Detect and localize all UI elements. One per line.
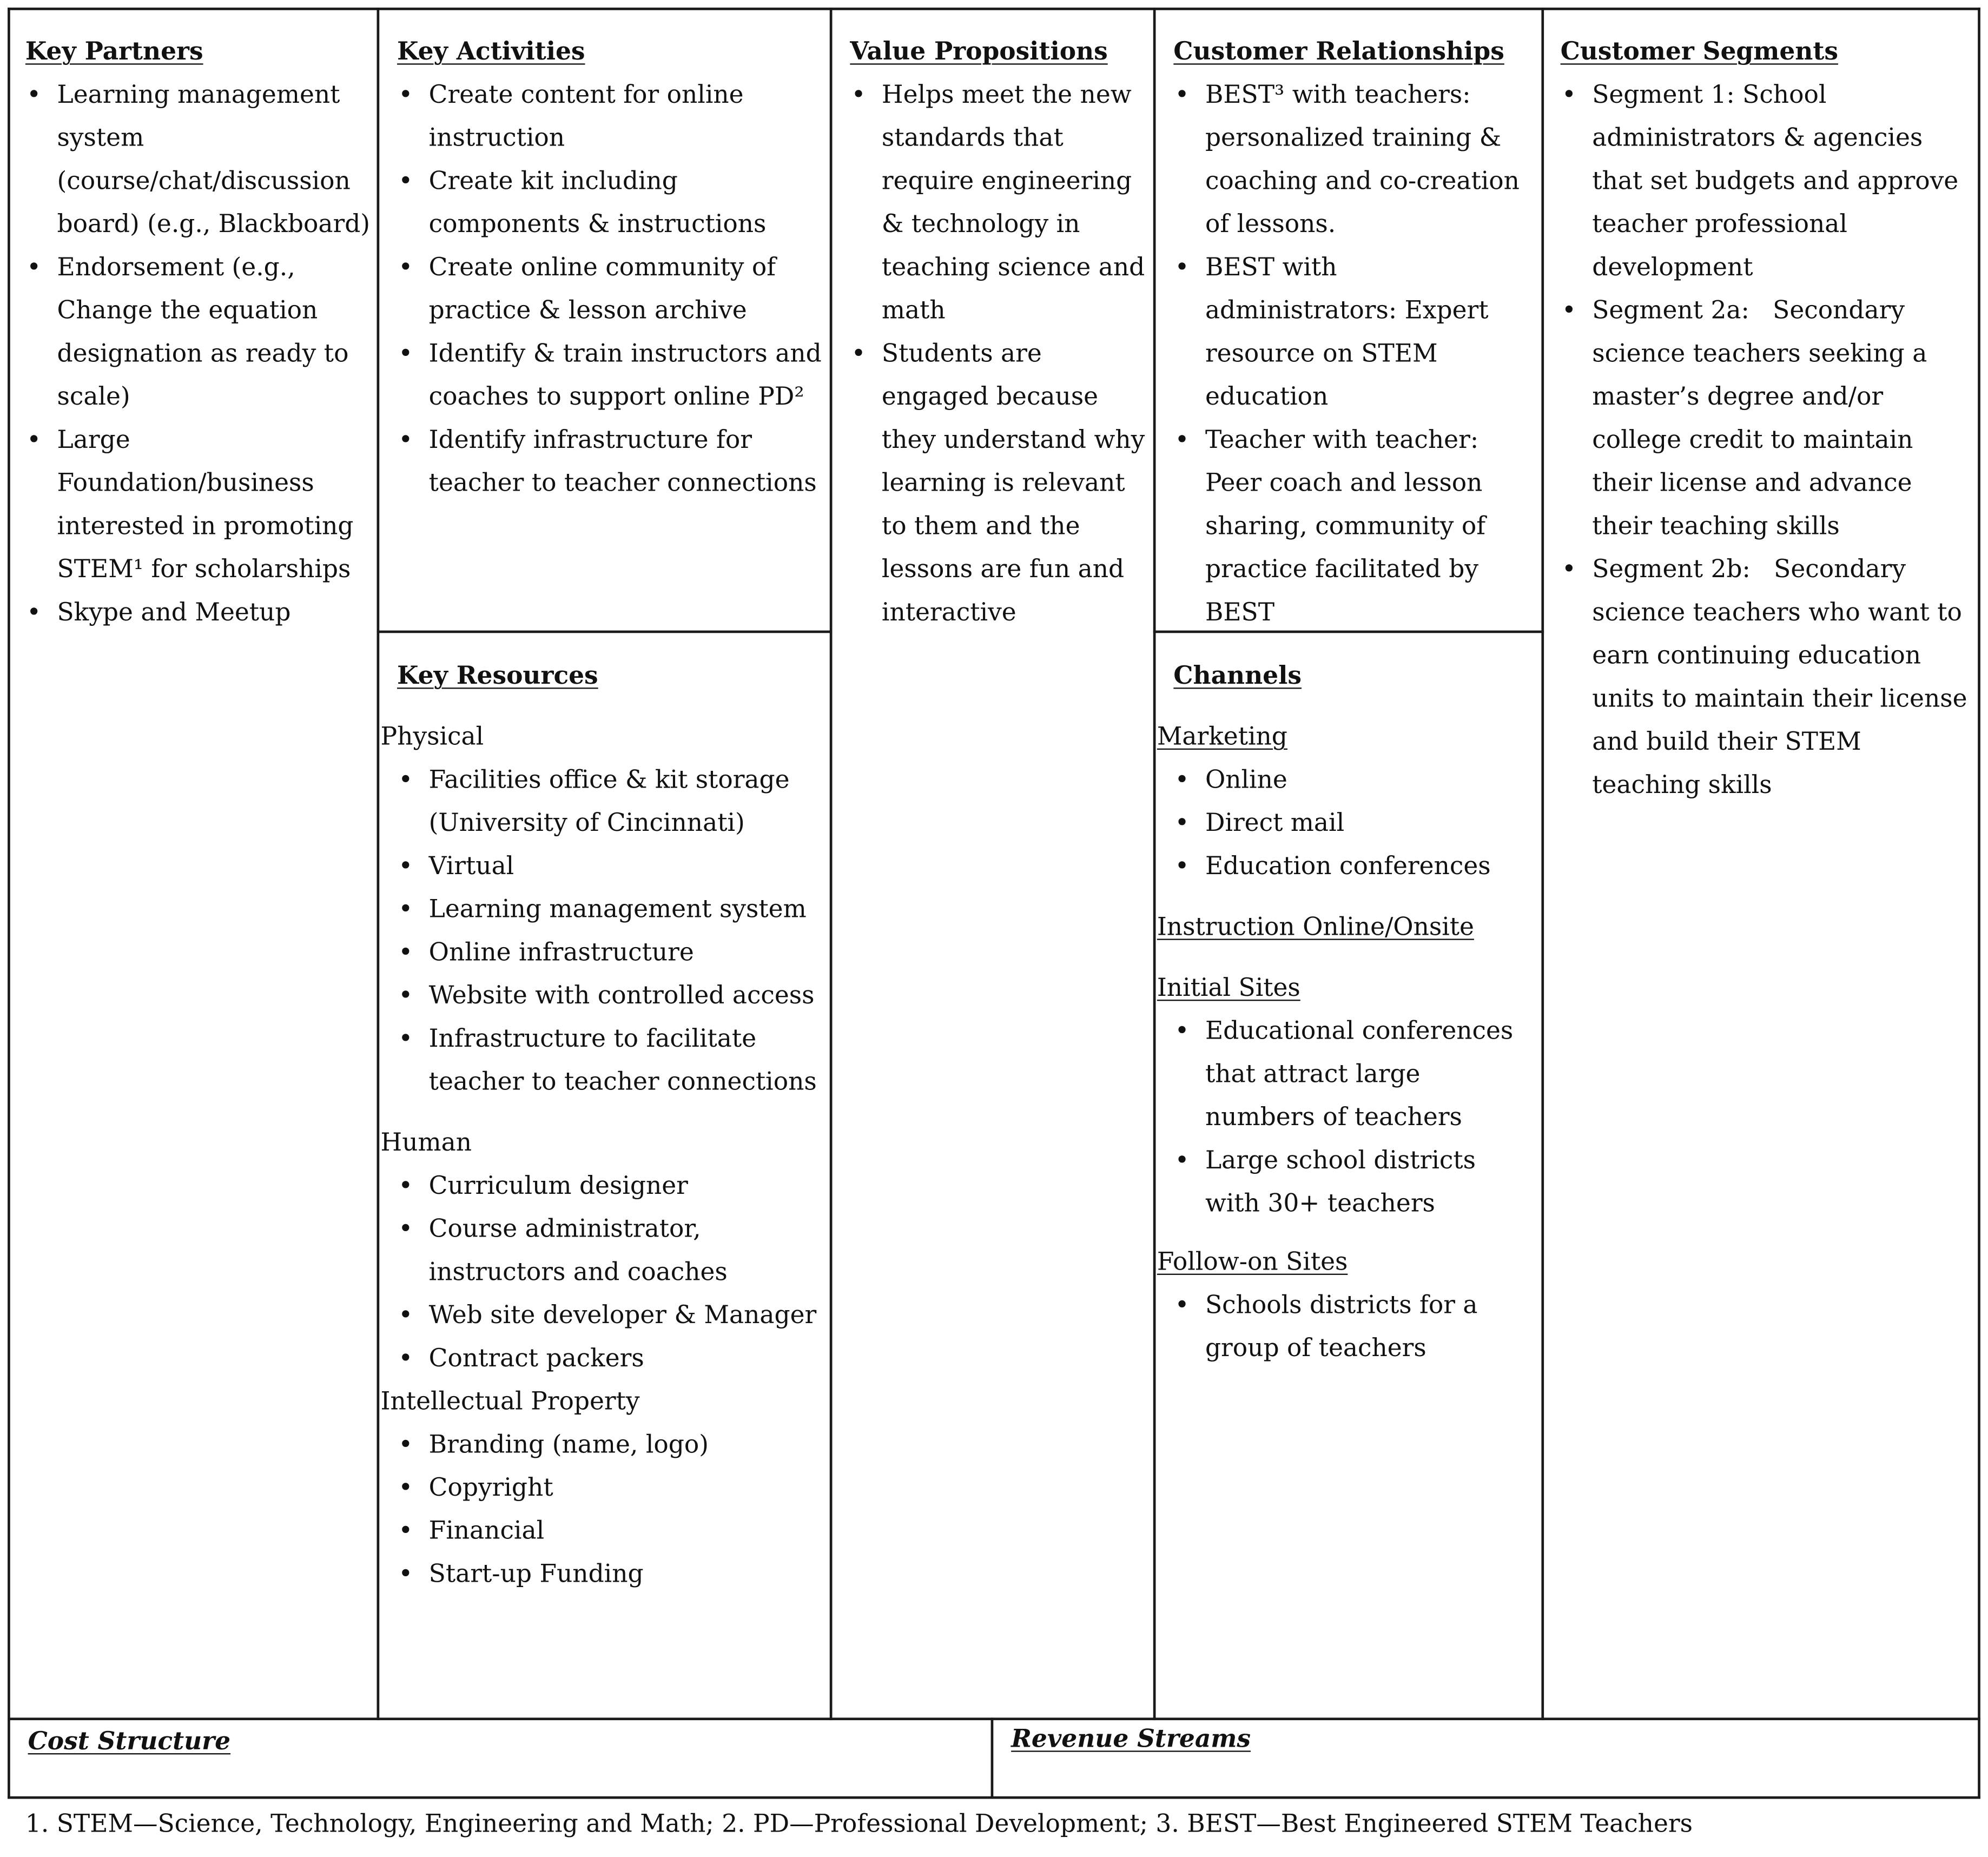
revenue-streams-block <box>1011 1717 1963 1761</box>
revenue-streams-heading: Revenue Streams <box>1011 1724 1251 1754</box>
cost-structure-heading: Cost Structure <box>28 1726 231 1756</box>
divider-col-3 <box>1153 8 1156 1720</box>
value-propositions-item: • Helps meet the new standards that require engineering & technology in teaching science and math <box>882 74 1150 332</box>
key-resources-item: • Virtual <box>429 845 827 888</box>
customer-segments-item: • Segment 1: School administrators & agencies that set budgets and approve teacher professional development <box>1592 74 1973 289</box>
key-resources-item: • Online infrastructure <box>429 931 827 974</box>
customer-relationships-item: • BEST³ with teachers: personalized training & coaching and co-creation of lessons. <box>1205 74 1535 246</box>
key-resources-human-label: Human <box>380 1127 472 1157</box>
customer-segments-block <box>1561 30 1973 807</box>
border-left <box>8 8 10 1799</box>
channels-item: • Online <box>1205 758 1537 802</box>
key-partners-item: • Skype and Meetup <box>57 591 374 635</box>
divider-col-1 <box>377 8 380 1720</box>
key-resources-ip-label: Intellectual Property <box>380 1386 640 1416</box>
key-resources-item: • Branding (name, logo) <box>429 1423 827 1466</box>
customer-segments-item: • Segment 2b: Secondary science teachers who want to earn continuing education units to maintain their license and build their STEM teaching skills <box>1592 548 1973 807</box>
customer-relationships-item: • Teacher with teacher: Peer coach and lesson sharing, community of practice facilitated by BEST <box>1205 419 1535 635</box>
key-activities-item: • Create content for online instruction <box>429 74 826 160</box>
channels-item: • Educational conferences that attract large numbers of teachers <box>1205 1010 1537 1139</box>
key-partners-item: • Large Foundation/business interested in promoting STEM¹ for scholarships <box>57 419 374 591</box>
key-partners-heading: Key Partners <box>25 37 203 66</box>
border-bottom <box>8 1796 1980 1799</box>
channels-item: • Education conferences <box>1205 845 1537 888</box>
border-right <box>1978 8 1980 1799</box>
value-propositions-heading: Value Propositions <box>850 37 1108 66</box>
key-activities-item: • Identify infrastructure for teacher to teacher connections <box>429 419 826 505</box>
channels-item: • Direct mail <box>1205 802 1537 845</box>
channels-heading: Channels <box>1173 660 1302 690</box>
customer-relationships-heading: Customer Relationships <box>1173 37 1504 66</box>
key-partners-block <box>25 30 374 634</box>
key-resources-item: • Learning management system <box>429 888 827 931</box>
channels-marketing-label: Marketing <box>1157 722 1287 751</box>
key-activities-heading: Key Activities <box>397 37 585 66</box>
border-top <box>8 8 1980 10</box>
key-resources-item: • Copyright <box>429 1466 827 1510</box>
key-resources-item: • Curriculum designer <box>429 1165 827 1208</box>
channels-instruction-label: Instruction Online/Onsite <box>1157 912 1474 942</box>
key-resources-item: • Financial <box>429 1510 827 1553</box>
footnote: 1. STEM—Science, Technology, Engineering and Math; 2. PD—Professional Development; 3. BEST—Best Engineered STEM Teachers <box>25 1809 1693 1839</box>
channels-followon-label: Follow-on Sites <box>1157 1247 1348 1277</box>
customer-relationships-item: • BEST with administrators: Expert resource on STEM education <box>1205 246 1535 419</box>
divider-activities-resources <box>377 631 833 633</box>
channels-initial-label: Initial Sites <box>1157 973 1300 1002</box>
key-resources-block <box>381 655 828 1596</box>
key-partners-item: • Endorsement (e.g., Change the equation designation as ready to scale) <box>57 246 374 419</box>
key-resources-item: • Web site developer & Manager <box>429 1294 827 1337</box>
key-resources-item: • Infrastructure to facilitate teacher to teacher connections <box>429 1017 827 1103</box>
key-activities-block <box>397 30 826 505</box>
customer-segments-item: • Segment 2a: Secondary science teachers seeking a master’s degree and/or college credit to maintain their license and advance their teaching skills <box>1592 289 1973 548</box>
channels-block <box>1157 655 1538 1370</box>
channels-item: • Schools districts for a group of teachers <box>1205 1284 1537 1370</box>
divider-col-2 <box>830 8 833 1720</box>
divider-cost-revenue <box>991 1717 994 1799</box>
divider-col-4 <box>1541 8 1544 1720</box>
key-resources-heading: Key Resources <box>397 660 598 690</box>
key-activities-item: • Create kit including components & instructions <box>429 160 826 246</box>
key-partners-item: • Learning management system (course/chat/discussion board) (e.g., Blackboard) <box>57 74 374 246</box>
key-resources-item: • Facilities office & kit storage (University of Cincinnati) <box>429 758 827 844</box>
key-resources-item: • Website with controlled access <box>429 974 827 1017</box>
key-resources-physical-label: Physical <box>380 722 484 751</box>
key-activities-item: • Identify & train instructors and coaches to support online PD² <box>429 332 826 418</box>
cost-structure-block <box>28 1720 980 1763</box>
customer-segments-heading: Customer Segments <box>1560 37 1838 66</box>
key-resources-item: • Contract packers <box>429 1337 827 1380</box>
key-resources-item: • Course administrator, instructors and coaches <box>429 1208 827 1294</box>
channels-item: • Large school districts with 30+ teachers <box>1205 1139 1537 1225</box>
key-activities-item: • Create online community of practice & lesson archive <box>429 246 826 332</box>
value-propositions-block <box>850 30 1149 634</box>
customer-relationships-block <box>1173 30 1535 634</box>
value-propositions-item: • Students are engaged because they understand why learning is relevant to them and the lessons are fun and interactive <box>882 332 1150 634</box>
key-resources-item: • Start-up Funding <box>429 1553 827 1596</box>
